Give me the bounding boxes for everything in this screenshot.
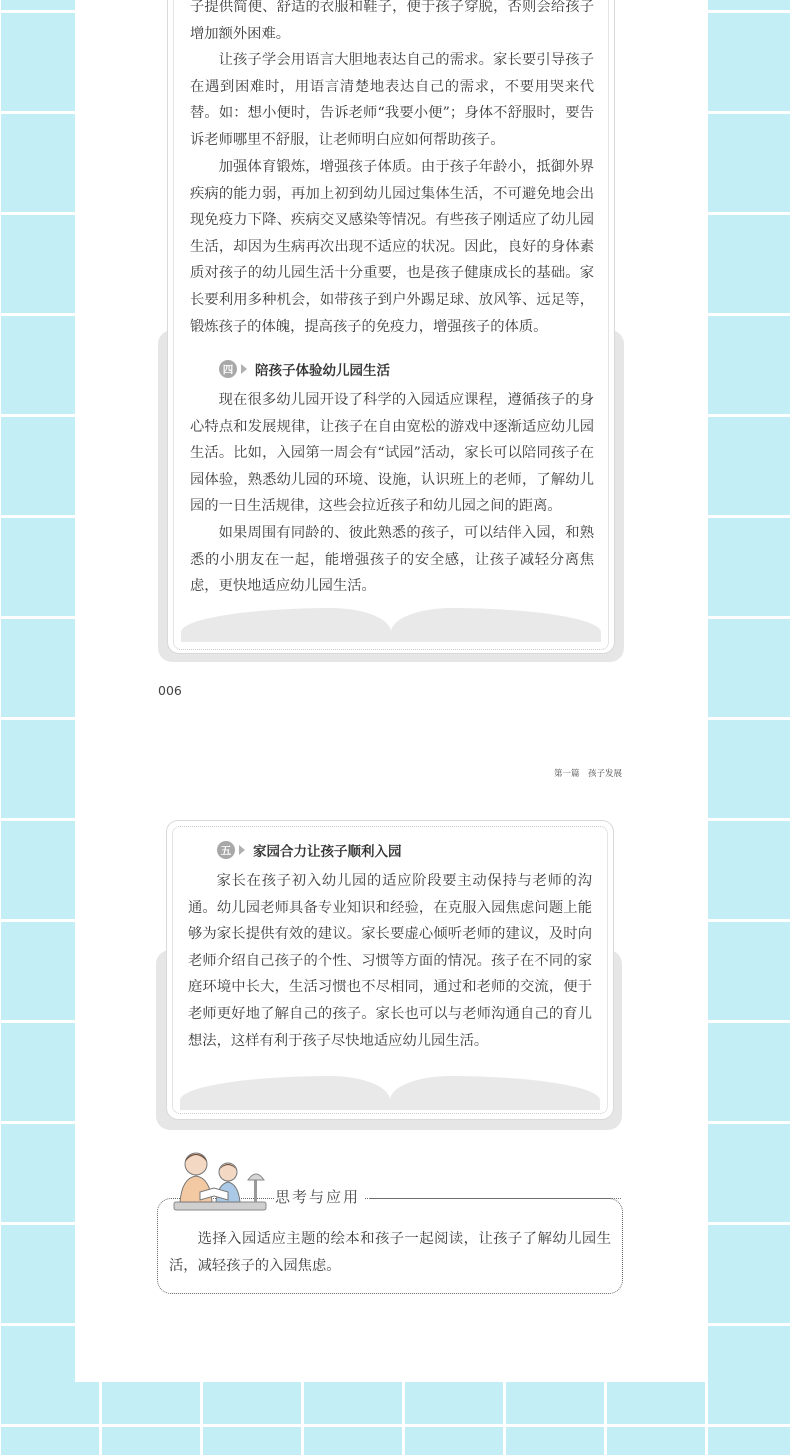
page-number: 006: [158, 683, 182, 698]
section-number-badge: 四: [219, 360, 237, 378]
section-heading-four: [219, 359, 390, 379]
section-title: 陪孩子体验幼儿园生活: [255, 363, 390, 379]
section-number-badge: 五: [217, 841, 235, 859]
paragraph: 家长在孩子初入幼儿园的适应阶段要主动保持与老师的沟通。幼儿园老师具备专业知识和经验，在克服入园焦虑问题上能够为家长提供有效的建议。家长要虚心倾听老师的建议，及时向老师介绍自己孩子的个性、习惯等方面的情况。孩子在不同的家庭环境中长大，生活习惯也不尽相同，通过和老师的交流，便于老师更好地了解自己的孩子。家长也可以与老师沟通自己的育儿想法，这样有利于孩子尽快地适应幼儿园生活。: [188, 873, 592, 1049]
think-apply-title: 思考与应用: [275, 1186, 364, 1207]
triangle-icon: [241, 364, 247, 374]
think-apply-text: 选择入园适应主题的绘本和孩子一起阅读，让孩子了解幼儿园生活，减轻孩子的入园焦虑。: [169, 1231, 611, 1274]
paragraph: 如果周围有同龄的、彼此熟悉的孩子，可以结伴入园，和熟悉的小朋友在一起，能增强孩子的安全感，让孩子减轻分离焦虑，更快地适应幼儿园生活。: [190, 525, 594, 595]
dotted-divider: [369, 1198, 621, 1199]
section-title: 家园合力让孩子顺利入园: [253, 844, 402, 860]
paragraph: 让孩子学会用语言大胆地表达自己的需求。家长要引导孩子在遇到困难时，用语言清楚地表达自己的需求，不要用哭来代替。如：想小便时，告诉老师“我要小便”；身体不舒服时，要告诉老师哪里不舒服，让老师明白应如何帮助孩子。: [190, 52, 594, 148]
paragraph: 加强体育锻炼，增强孩子体质。由于孩子年龄小，抵御外界疾病的能力弱，再加上初到幼儿园过集体生活，不可避免地会出现免疫力下降、疾病交叉感染等情况。有些孩子刚适应了幼儿园生活，却因为生病再次出现不适应的状况。因此，良好的身体素质对孩子的幼儿园生活十分重要，也是孩子健康成长的基础。家长要利用多种机会，如带孩子到户外踢足球、放风筝、远足等，锻炼孩子的体魄，提高孩子的免疫力，增强孩子的体质。: [190, 159, 594, 335]
paragraph: 现在很多幼儿园开设了科学的入园适应课程，遵循孩子的身心特点和发展规律，让孩子在自由宽松的游戏中逐渐适应幼儿园生活。比如，入园第一周会有“试园”活动，家长可以陪同孩子在园体验，熟悉幼儿园的环境、设施，认识班上的老师，了解幼儿园的一日生活规律，这些会拉近孩子和幼儿园之间的距离。: [190, 392, 594, 515]
running-head: 第一篇 孩子发展: [553, 769, 622, 779]
triangle-icon: [239, 845, 245, 855]
paragraph: 子提供简便、舒适的衣服和鞋子，便于孩子穿脱，否则会给孩子增加额外困难。: [190, 0, 594, 42]
parent-child-reading-illustration: [170, 1148, 274, 1214]
section-heading-five: [217, 840, 402, 860]
